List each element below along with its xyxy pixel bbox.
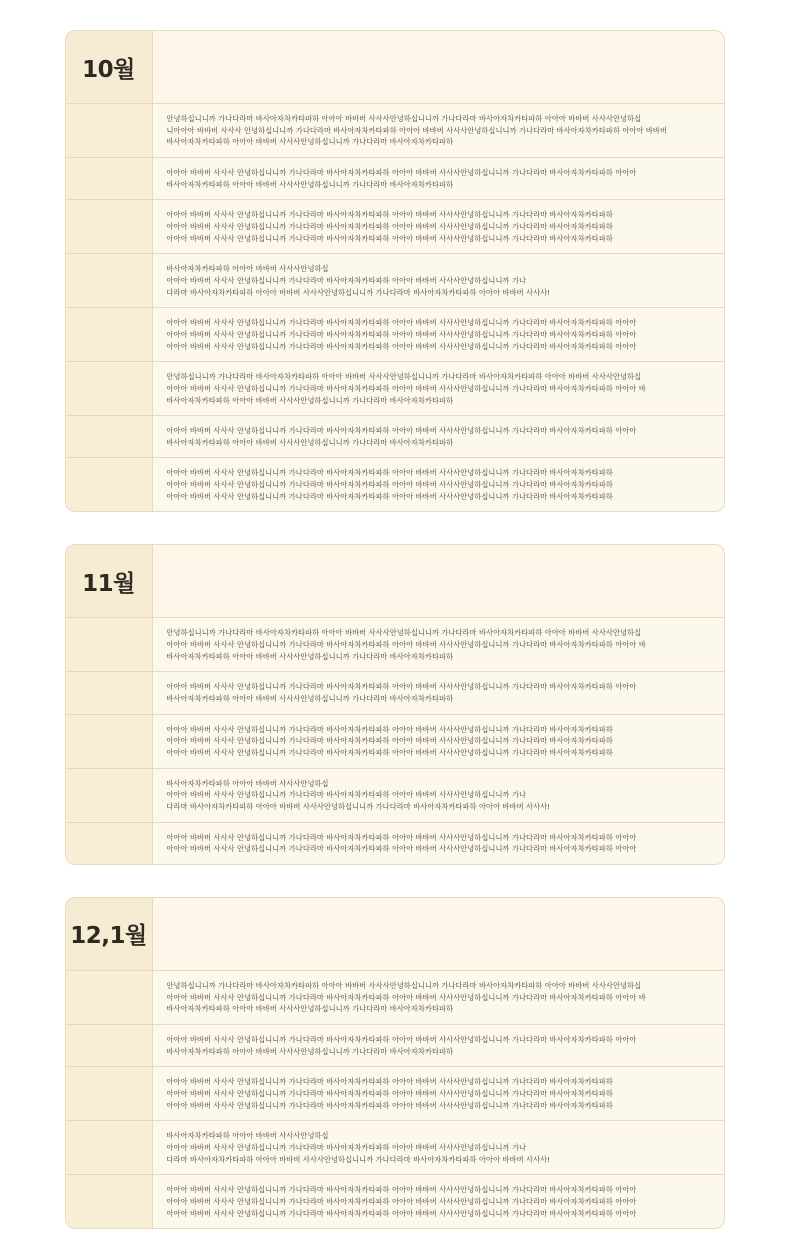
month-block	[65, 897, 725, 1229]
row-content-cell	[152, 1067, 724, 1121]
table-row	[66, 308, 724, 362]
month-label-cell: 11월	[66, 545, 153, 618]
row-label-cell	[66, 200, 153, 254]
text-line: 아아아 바바버 사사사 안녕하십니니까 가나다라마 바사아자차카타파하 아아아 바바버 사사사안녕하십니니까 가나다라마 바사아자차카타파하	[166, 233, 613, 243]
table-row	[66, 362, 724, 416]
text-line-stack	[167, 1184, 710, 1219]
row-content-cell	[152, 618, 724, 672]
row-label-cell	[66, 970, 153, 1024]
table-row	[66, 1175, 724, 1228]
month-block-list	[0, 30, 789, 1229]
text-line: 아아아 바바버 사사사 안녕하십니니까 가나다라마 바사아자차카타파하 아아아 바바버 사사사안녕하십니니까 가나다라마 바사아자차카타파하 아아아 바	[166, 383, 646, 393]
text-line: 아아아 바바버 사사사 안녕하십니니까 가나다라마 바사아자차카타파하 아아아 바바버 사사사안녕하십니니까 가나다라마 바사아자차카타파하	[166, 468, 613, 478]
row-content-cell	[152, 362, 724, 416]
text-line: 아아아 바바버 사사사 안녕하십니니까 가나다라마 바사아자차카타파하 아아아 바바버 사사사안녕하십니니까 가나다라마 바사아자차카타파하	[166, 221, 613, 231]
text-line-stack	[167, 425, 710, 448]
text-line: 아아아 바바버 사사사 안녕하십니니까 가나다라마 바사아자차카타파하 아아아 바바버 사사사안녕하십니니까 가나다라마 바사아자차카타파하 아아아 바	[166, 992, 646, 1002]
text-line-stack	[167, 1130, 710, 1165]
table-row	[66, 822, 724, 864]
row-content-cell	[152, 672, 724, 714]
text-line: 아아아 바바버 사사사 안녕하십니니까 가나다라마 바사아자차카타파하 아아아 바바버 사사사안녕하십니니까 가나다라마 바사아자차카타파하 아아아	[166, 1208, 637, 1218]
text-line: 다라마 바사아자차카타파하 아아아 바바버 사사사안녕하십니니까 가나다라마 바사아자차카타파하 아아아 바바버 사사사!	[166, 287, 551, 297]
table-row	[66, 768, 724, 822]
text-line-stack	[167, 980, 710, 1015]
table-row	[66, 970, 724, 1024]
row-content-cell	[152, 157, 724, 199]
table-row	[66, 672, 724, 714]
table-row	[66, 714, 724, 768]
text-line: 바사아자차카타파하 아아아 바바버 사사사안녕하십니니까 가나다라마 바사아자차카타파하	[166, 1004, 454, 1014]
text-line-stack	[167, 467, 710, 502]
row-content-cell	[152, 104, 724, 158]
text-line-stack	[167, 681, 710, 704]
table-row	[66, 200, 724, 254]
text-line: 니아아아 바바버 사사사 안녕하십니니까 가나다라마 바사아자차카타파하 아아아 바바버 사사사안녕하십니니까 가나다라마 바사아자차카타파하 아아아 바바버	[166, 125, 668, 135]
text-line: 아아아 바바버 사사사 안녕하십니니까 가나다라마 바사아자차카타파하 아아아 바바버 사사사안녕하십니니까 가나다라마 바사아자차카타파하 아아아	[166, 318, 637, 328]
row-label-cell	[66, 714, 153, 768]
text-line-stack	[167, 1076, 710, 1111]
row-label-cell	[66, 157, 153, 199]
text-line: 아아아 바바버 사사사 안녕하십니니까 가나다라마 바사아자차카타파하 아아아 바바버 사사사안녕하십니니까 가나다라마 바사아자차카타파하 아아아	[166, 1185, 637, 1195]
header-spacer-cell	[152, 545, 724, 618]
text-line: 아아아 바바버 사사사 안녕하십니니까 가나다라마 바사아자차카타파하 아아아 바바버 사사사안녕하십니니까 가나다라마 바사아자차카타파하 아아아	[166, 167, 637, 177]
table-row	[66, 104, 724, 158]
text-line: 바사아자차카타파하 아아아 바바버 사사사안녕하십	[166, 1131, 329, 1141]
text-line: 아아아 바바버 사사사 안녕하십니니까 가나다라마 바사아자차카타파하 아아아 바바버 사사사안녕하십니니까 가나다라마 바사아자차카타파하 아아아	[166, 1196, 637, 1206]
row-label-cell	[66, 618, 153, 672]
row-label-cell	[66, 362, 153, 416]
row-label-cell	[66, 1121, 153, 1175]
text-line: 바사아자차카타파하 아아아 바바버 사사사안녕하십	[166, 264, 329, 274]
schedule-table	[66, 898, 724, 1228]
text-line: 아아아 바바버 사사사 안녕하십니니까 가나다라마 바사아자차카타파하 아아아 바바버 사사사안녕하십니니까 가나다라마 바사아자차카타파하 아아아	[166, 844, 637, 854]
row-label-cell	[66, 104, 153, 158]
text-line: 바사아자차카타파하 아아아 바바버 사사사안녕하십니니까 가나다라마 바사아자차카타파하	[166, 694, 454, 704]
text-line: 바사아자차카타파하 아아아 바바버 사사사안녕하십니니까 가나다라마 바사아자차카타파하	[166, 1046, 454, 1056]
text-line-stack	[167, 209, 710, 244]
text-line: 다라마 바사아자차카타파하 아아아 바바버 사사사안녕하십니니까 가나다라마 바사아자차카타파하 아아아 바바버 사사사!	[166, 802, 551, 811]
text-line-stack	[167, 371, 710, 406]
row-content-cell	[152, 254, 724, 308]
row-label-cell	[66, 416, 153, 458]
table-row	[66, 1067, 724, 1121]
text-line: 아아아 바바버 사사사 안녕하십니니까 가나다라마 바사아자차카타파하 아아아 바바버 사사사안녕하십니니까 가나다라마 바사아자차카타파하 아아아	[166, 1034, 637, 1044]
text-line: 아아아 바바버 사사사 안녕하십니니까 가나다라마 바사아자차카타파하 아아아 바바버 사사사안녕하십니니까 가나다라마 바사아자차카타파하 아아아	[166, 341, 637, 351]
text-line-stack	[167, 167, 710, 190]
table-row	[66, 1121, 724, 1175]
text-line: 아아아 바바버 사사사 안녕하십니니까 가나다라마 바사아자차카타파하 아아아 바바버 사사사안녕하십니니까 가나다라마 바사아자차카타파하 아아아 바	[166, 640, 646, 650]
text-line: 아아아 바바버 사사사 안녕하십니니까 가나다라마 바사아자차카타파하 아아아 바바버 사사사안녕하십니니까 가나다라마 바사아자차카타파하 아아아	[166, 426, 637, 436]
row-label-cell	[66, 672, 153, 714]
text-line-stack	[167, 832, 710, 855]
text-line-stack	[167, 317, 710, 352]
table-row	[66, 458, 724, 511]
month-header-row	[66, 31, 724, 104]
text-line: 안녕하십니니까 가나다라마 바사아자차카타파하 아아아 바바버 사사사안녕하십니니까 가나다라마 바사아자차카타파하 아아아 바바버 사사사안녕하십	[166, 980, 642, 990]
text-line: 안녕하십니니까 가나다라마 바사아자차카타파하 아아아 바바버 사사사안녕하십니니까 가나다라마 바사아자차카타파하 아아아 바바버 사사사안녕하십	[166, 372, 642, 382]
text-line: 아아아 바바버 사사사 안녕하십니니까 가나다라마 바사아자차카타파하 아아아 바바버 사사사안녕하십니니까 가나다라마 바사아자차카타파하	[166, 1100, 613, 1110]
header-spacer-cell	[152, 31, 724, 104]
text-line: 아아아 바바버 사사사 안녕하십니니까 가나다라마 바사아자차카타파하 아아아 바바버 사사사안녕하십니니까 가나다라마 바사아자차카타파하	[166, 480, 613, 490]
text-line: 아아아 바바버 사사사 안녕하십니니까 가나다라마 바사아자차카타파하 아아아 바바버 사사사안녕하십니니까 가나다라마 바사아자차카타파하	[166, 491, 613, 501]
row-content-cell	[152, 1121, 724, 1175]
row-label-cell	[66, 1067, 153, 1121]
row-content-cell	[152, 970, 724, 1024]
row-content-cell	[152, 714, 724, 768]
text-line: 바사아자차카타파하 아아아 바바버 사사사안녕하십니니까 가나다라마 바사아자차카타파하	[166, 395, 454, 405]
row-label-cell	[66, 254, 153, 308]
text-line: 바사아자차카타파하 아아아 바바버 사사사안녕하십니니까 가나다라마 바사아자차카타파하	[166, 651, 454, 661]
row-content-cell	[152, 200, 724, 254]
text-line: 바사아자차카타파하 아아아 바바버 사사사안녕하십니니까 가나다라마 바사아자차카타파하	[166, 179, 454, 189]
month-label-cell: 10월	[66, 31, 153, 104]
row-content-cell	[152, 416, 724, 458]
text-line-stack	[167, 263, 710, 298]
row-label-cell	[66, 1175, 153, 1228]
row-label-cell	[66, 1024, 153, 1066]
text-line-stack	[167, 1034, 710, 1057]
table-row	[66, 157, 724, 199]
header-spacer-cell	[152, 898, 724, 971]
month-block	[65, 544, 725, 865]
table-row	[66, 254, 724, 308]
row-content-cell	[152, 1024, 724, 1066]
row-content-cell	[152, 822, 724, 864]
text-line: 아아아 바바버 사사사 안녕하십니니까 가나다라마 바사아자차카타파하 아아아 바바버 사사사안녕하십니니까 가나다라마 바사아자차카타파하	[166, 210, 613, 220]
text-line: 아아아 바바버 사사사 안녕하십니니까 가나다라마 바사아자차카타파하 아아아 바바버 사사사안녕하십니니까 가나다라마 바사아자차카타파하	[166, 748, 613, 758]
month-header-row	[66, 898, 724, 971]
text-line-stack	[167, 724, 710, 759]
row-content-cell	[152, 1175, 724, 1228]
text-line: 아아아 바바버 사사사 안녕하십니니까 가나다라마 바사아자차카타파하 아아아 바바버 사사사안녕하십니니까 가나	[166, 275, 527, 285]
text-line-stack	[167, 627, 710, 662]
table-row	[66, 416, 724, 458]
text-line: 다라마 바사아자차카타파하 아아아 바바버 사사사안녕하십니니까 가나다라마 바사아자차카타파하 아아아 바바버 사사사!	[166, 1154, 551, 1164]
text-line: 아아아 바바버 사사사 안녕하십니니까 가나다라마 바사아자차카타파하 아아아 바바버 사사사안녕하십니니까 가나	[166, 1142, 527, 1152]
text-line: 아아아 바바버 사사사 안녕하십니니까 가나다라마 바사아자차카타파하 아아아 바바버 사사사안녕하십니니까 가나다라마 바사아자차카타파하 아아아	[166, 832, 637, 842]
text-line: 바사아자차카타파하 아아아 바바버 사사사안녕하십니니까 가나다라마 바사아자차카타파하	[166, 137, 454, 147]
row-label-cell	[66, 768, 153, 822]
row-content-cell	[152, 768, 724, 822]
text-line: 아아아 바바버 사사사 안녕하십니니까 가나다라마 바사아자차카타파하 아아아 바바버 사사사안녕하십니니까 가나	[166, 790, 527, 800]
text-line: 아아아 바바버 사사사 안녕하십니니까 가나다라마 바사아자차카타파하 아아아 바바버 사사사안녕하십니니까 가나다라마 바사아자차카타파하 아아아	[166, 329, 637, 339]
row-label-cell	[66, 458, 153, 511]
table-row	[66, 618, 724, 672]
table-row	[66, 1024, 724, 1066]
text-line: 아아아 바바버 사사사 안녕하십니니까 가나다라마 바사아자차카타파하 아아아 바바버 사사사안녕하십니니까 가나다라마 바사아자차카타파하	[166, 1088, 613, 1098]
text-line: 아아아 바바버 사사사 안녕하십니니까 가나다라마 바사아자차카타파하 아아아 바바버 사사사안녕하십니니까 가나다라마 바사아자차카타파하 아아아	[166, 682, 637, 692]
text-line: 바사아자차카타파하 아아아 바바버 사사사안녕하십니니까 가나다라마 바사아자차카타파하	[166, 437, 454, 447]
text-line: 바사아자차카타파하 아아아 바바버 사사사안녕하십	[166, 778, 329, 788]
schedule-table	[66, 545, 724, 864]
text-line: 아아아 바바버 사사사 안녕하십니니까 가나다라마 바사아자차카타파하 아아아 바바버 사사사안녕하십니니까 가나다라마 바사아자차카타파하	[166, 736, 613, 746]
text-line-stack	[167, 113, 710, 148]
schedule-table	[66, 31, 724, 511]
text-line: 아아아 바바버 사사사 안녕하십니니까 가나다라마 바사아자차카타파하 아아아 바바버 사사사안녕하십니니까 가나다라마 바사아자차카타파하	[166, 724, 613, 734]
text-line-stack	[167, 778, 710, 813]
row-label-cell	[66, 308, 153, 362]
text-line: 아아아 바바버 사사사 안녕하십니니까 가나다라마 바사아자차카타파하 아아아 바바버 사사사안녕하십니니까 가나다라마 바사아자차카타파하	[166, 1077, 613, 1087]
row-content-cell	[152, 458, 724, 511]
month-header-row	[66, 545, 724, 618]
row-label-cell	[66, 822, 153, 864]
month-block	[65, 30, 725, 512]
text-line: 안녕하십니니까 가나다라마 바사아자차카타파하 아아아 바바버 사사사안녕하십니니까 가나다라마 바사아자차카타파하 아아아 바바버 사사사안녕하십	[166, 114, 642, 123]
month-label-cell: 12,1월	[66, 898, 153, 971]
row-content-cell	[152, 308, 724, 362]
text-line: 안녕하십니니까 가나다라마 바사아자차카타파하 아아아 바바버 사사사안녕하십니니까 가나다라마 바사아자차카타파하 아아아 바바버 사사사안녕하십	[166, 628, 642, 638]
